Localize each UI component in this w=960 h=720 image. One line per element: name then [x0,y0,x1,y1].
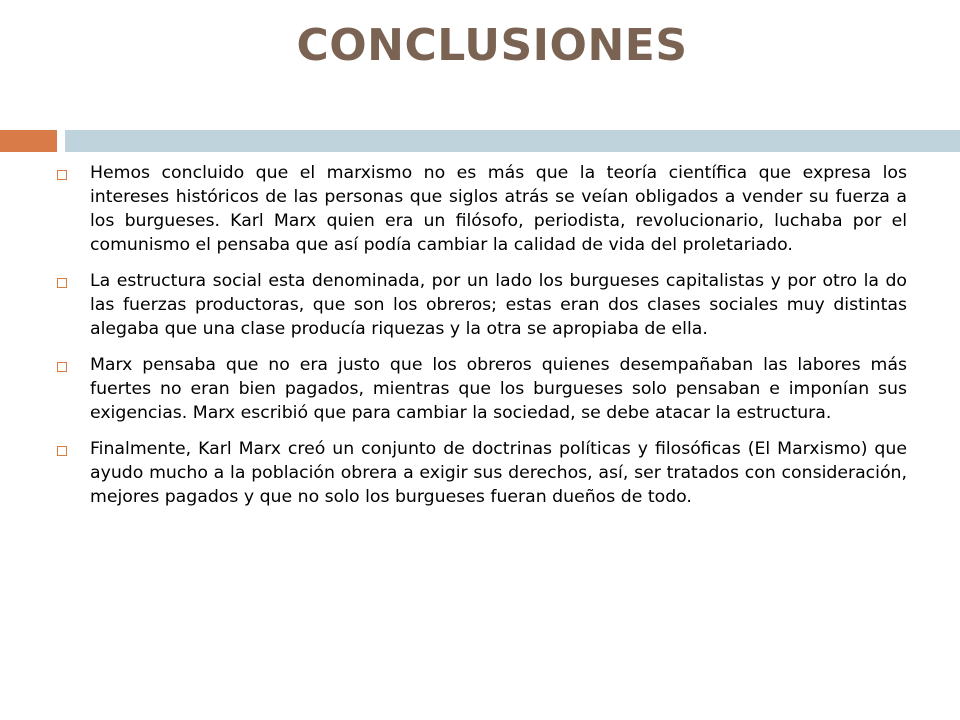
accent-bar-blue [65,130,960,152]
bullet-item [52,269,907,341]
bullet-text: Hemos concluido que el marxismo no es más que la teoría científica que expresa los intereses históricos de las personas que siglos atrás se veían obligados a vender su fuerza a los burgueses. Karl Marx quien era un filósofo, periodista, revolucionario, luchaba por el comunismo el pensaba que así podía cambiar la calidad de vida del proletariado. [90,163,907,255]
bullet-item [52,161,907,257]
square-bullet-icon [57,362,67,372]
bullet-item [52,437,907,509]
slide-title: CONCLUSIONES [296,20,688,71]
square-bullet-icon [57,446,67,456]
bullet-text: Marx pensaba que no era justo que los obreros quienes desempañaban las labores más fuertes no eran bien pagados, mientras que los burgueses solo pensaban e imponían sus exigencias. Marx escribió que para cambiar la sociedad, se debe atacar la estructura. [90,355,907,423]
bullet-text: Finalmente, Karl Marx creó un conjunto de doctrinas políticas y filosóficas (El Marxismo) que ayudo mucho a la población obrera a exigir sus derechos, así, ser tratados con consideración, mejores pagados y que no solo los burgueses fueran dueños de todo. [90,439,907,507]
bullet-list [52,161,907,521]
square-bullet-icon [57,278,67,288]
square-bullet-icon [57,170,67,180]
bullet-item [52,353,907,425]
bullet-text: La estructura social esta denominada, por un lado los burgueses capitalistas y por otro la do las fuerzas productoras, que son los obreros; estas eran dos clases sociales muy distintas alegaba que una clase producía riquezas y la otra se apropiaba de ella. [90,271,907,339]
accent-divider [57,130,59,152]
accent-bar-orange [0,130,57,152]
